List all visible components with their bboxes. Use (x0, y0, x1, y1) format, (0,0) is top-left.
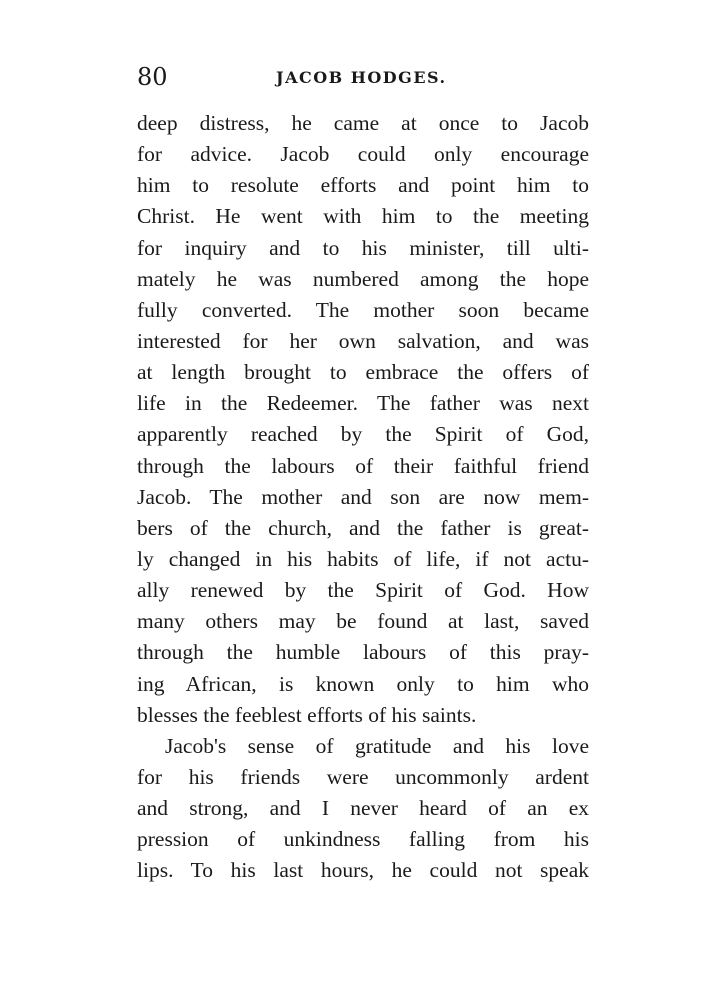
text-line: life in the Redeemer. The father was next (137, 391, 589, 416)
page-number: 80 (137, 63, 168, 91)
text-line: fully converted. The mother soon became (137, 297, 589, 322)
text-line: pression of unkindness falling from his (137, 827, 589, 852)
text-line: deep distress, he came at once to Jacob (137, 111, 589, 135)
text-line: at length brought to embrace the offers of (137, 360, 589, 385)
text-line: Jacob. The mother and son are now mem- (137, 484, 589, 509)
text-line: him to resolute efforts and point him to (137, 173, 589, 198)
text-line: mately he was numbered among the hope (137, 266, 589, 291)
text-line: ly changed in his habits of life, if not actu- (137, 546, 589, 571)
body-text (137, 108, 589, 887)
text-line: Christ. He went with him to the meeting (137, 204, 589, 229)
text-line: ally renewed by the Spirit of God. How (137, 578, 589, 603)
text-line: lips. To his last hours, he could not speak (137, 858, 589, 883)
text-line: blesses the feeblest efforts of his saints. (137, 702, 477, 727)
text-line: for inquiry and to his minister, till ulti- (137, 235, 589, 260)
text-line: for his friends were uncommonly ardent (137, 764, 589, 789)
text-line: through the humble labours of this pray- (137, 640, 589, 665)
text-line: ing African, is known only to him who (137, 671, 589, 696)
text-line: and strong, and I never heard of an ex (137, 796, 589, 821)
text-line: through the labours of their faithful friend (137, 453, 589, 478)
text-line: apparently reached by the Spirit of God, (137, 422, 589, 447)
text-line: bers of the church, and the father is great- (137, 515, 589, 540)
text-line: many others may be found at last, saved (137, 609, 589, 634)
text-line: interested for her own salvation, and was (137, 328, 589, 353)
text-line: Jacob's sense of gratitude and his love (165, 733, 589, 758)
text-line: for advice. Jacob could only encourage (137, 142, 589, 167)
running-head: JACOB HODGES. (276, 68, 447, 87)
page-header (137, 62, 589, 96)
